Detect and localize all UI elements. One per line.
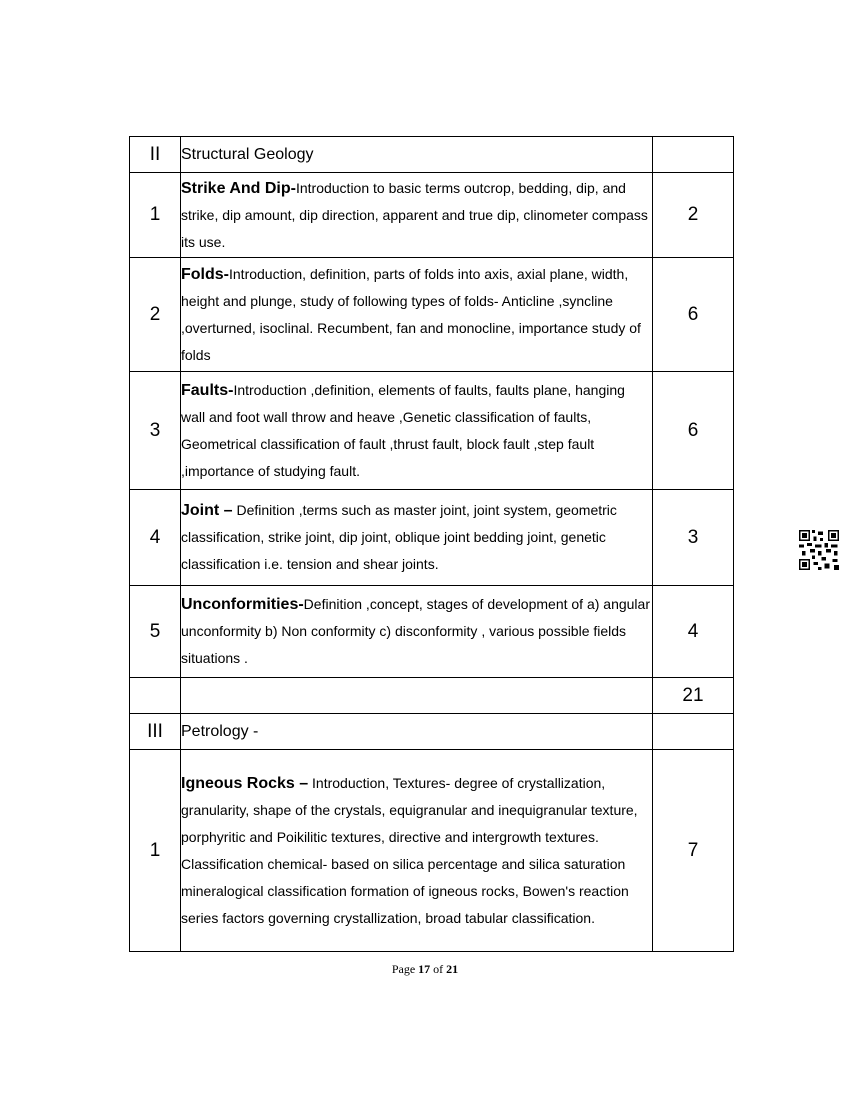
topic-title: Faults-	[181, 381, 234, 399]
topic-number: 4	[130, 490, 181, 586]
total-unit-empty	[130, 678, 181, 714]
topic-hours: 7	[653, 750, 734, 952]
topic-description: Introduction ,definition, elements of faults, faults plane, hanging wall and foot wall throw and heave ,Genetic classification of faults, Geometrical classification of fault ,thrust fault, block fault ,step fault ,importance of studying fault.	[181, 381, 625, 479]
table-row	[130, 372, 734, 490]
total-hours: 21	[653, 678, 734, 714]
topic-number: 1	[130, 750, 181, 952]
topic-number: 3	[130, 372, 181, 490]
topic-hours: 6	[653, 372, 734, 490]
section-title	[181, 137, 653, 173]
topic-content	[181, 586, 653, 678]
table-row	[130, 258, 734, 372]
section-title-text: Structural Geology	[181, 146, 314, 163]
topic-content	[181, 372, 653, 490]
table-row	[130, 490, 734, 586]
topic-description: Definition ,concept, stages of development of a) angular unconformity b) Non conformity c) disconformity , various possible fields situations .	[181, 596, 650, 666]
topic-number: 1	[130, 173, 181, 258]
topic-title: Unconformities-	[181, 596, 304, 613]
qr-code-icon	[799, 530, 839, 570]
topic-description: Introduction, definition, parts of folds into axis, axial plane, width, height and plunge, study of following types of folds- Anticline ,syncline ,overturned, isoclinal. Recumbent, fan and monocline, importance study of folds	[181, 265, 641, 363]
total-content-empty	[181, 678, 653, 714]
topic-content	[181, 173, 653, 258]
table-row	[130, 750, 734, 952]
topic-content	[181, 258, 653, 372]
total-pages: 21	[446, 962, 459, 976]
topic-description: Definition ,terms such as master joint, joint system, geometric classification, strike joint, dip joint, oblique joint bedding joint, genetic classification i.e. tension and shear joints.	[181, 502, 617, 572]
topic-title: Igneous Rocks –	[181, 774, 309, 792]
topic-title: Joint –	[181, 502, 233, 519]
topic-title: Folds-	[181, 265, 229, 283]
topic-description: Introduction to basic terms outcrop, bedding, dip, and strike, dip amount, dip direction, apparent and true dip, clinometer compass its use.	[181, 179, 648, 250]
unit-number: II	[130, 137, 181, 173]
section-title-text: Petrology -	[181, 723, 259, 740]
topic-hours: 3	[653, 490, 734, 586]
hours-cell-empty	[653, 714, 734, 750]
topic-hours: 2	[653, 173, 734, 258]
syllabus-table	[129, 136, 734, 952]
section-header-row	[130, 714, 734, 750]
unit-number: III	[130, 714, 181, 750]
current-page: 17	[418, 962, 431, 976]
total-row	[130, 678, 734, 714]
topic-description: Introduction, Textures- degree of crystallization, granularity, shape of the crystals, equigranular and inequigranular texture, porphyritic and Poikilitic textures, directive and intergrowth textures. Classification chemical- based on silica percentage and silica saturation mineralogical classification formation of igneous rocks, Bowen's reaction series factors governing crystallization, broad tabular classification.	[181, 774, 638, 926]
section-title	[181, 714, 653, 750]
page-footer	[0, 962, 850, 977]
table-row	[130, 173, 734, 258]
topic-content	[181, 750, 653, 952]
topic-title: Strike And Dip-	[181, 179, 296, 197]
topic-content	[181, 490, 653, 586]
topic-number: 5	[130, 586, 181, 678]
section-header-row	[130, 137, 734, 173]
footer-middle: of	[430, 962, 447, 976]
table-row	[130, 586, 734, 678]
hours-cell-empty	[653, 137, 734, 173]
topic-hours: 6	[653, 258, 734, 372]
topic-hours: 4	[653, 586, 734, 678]
topic-number: 2	[130, 258, 181, 372]
footer-prefix: Page	[391, 962, 419, 976]
